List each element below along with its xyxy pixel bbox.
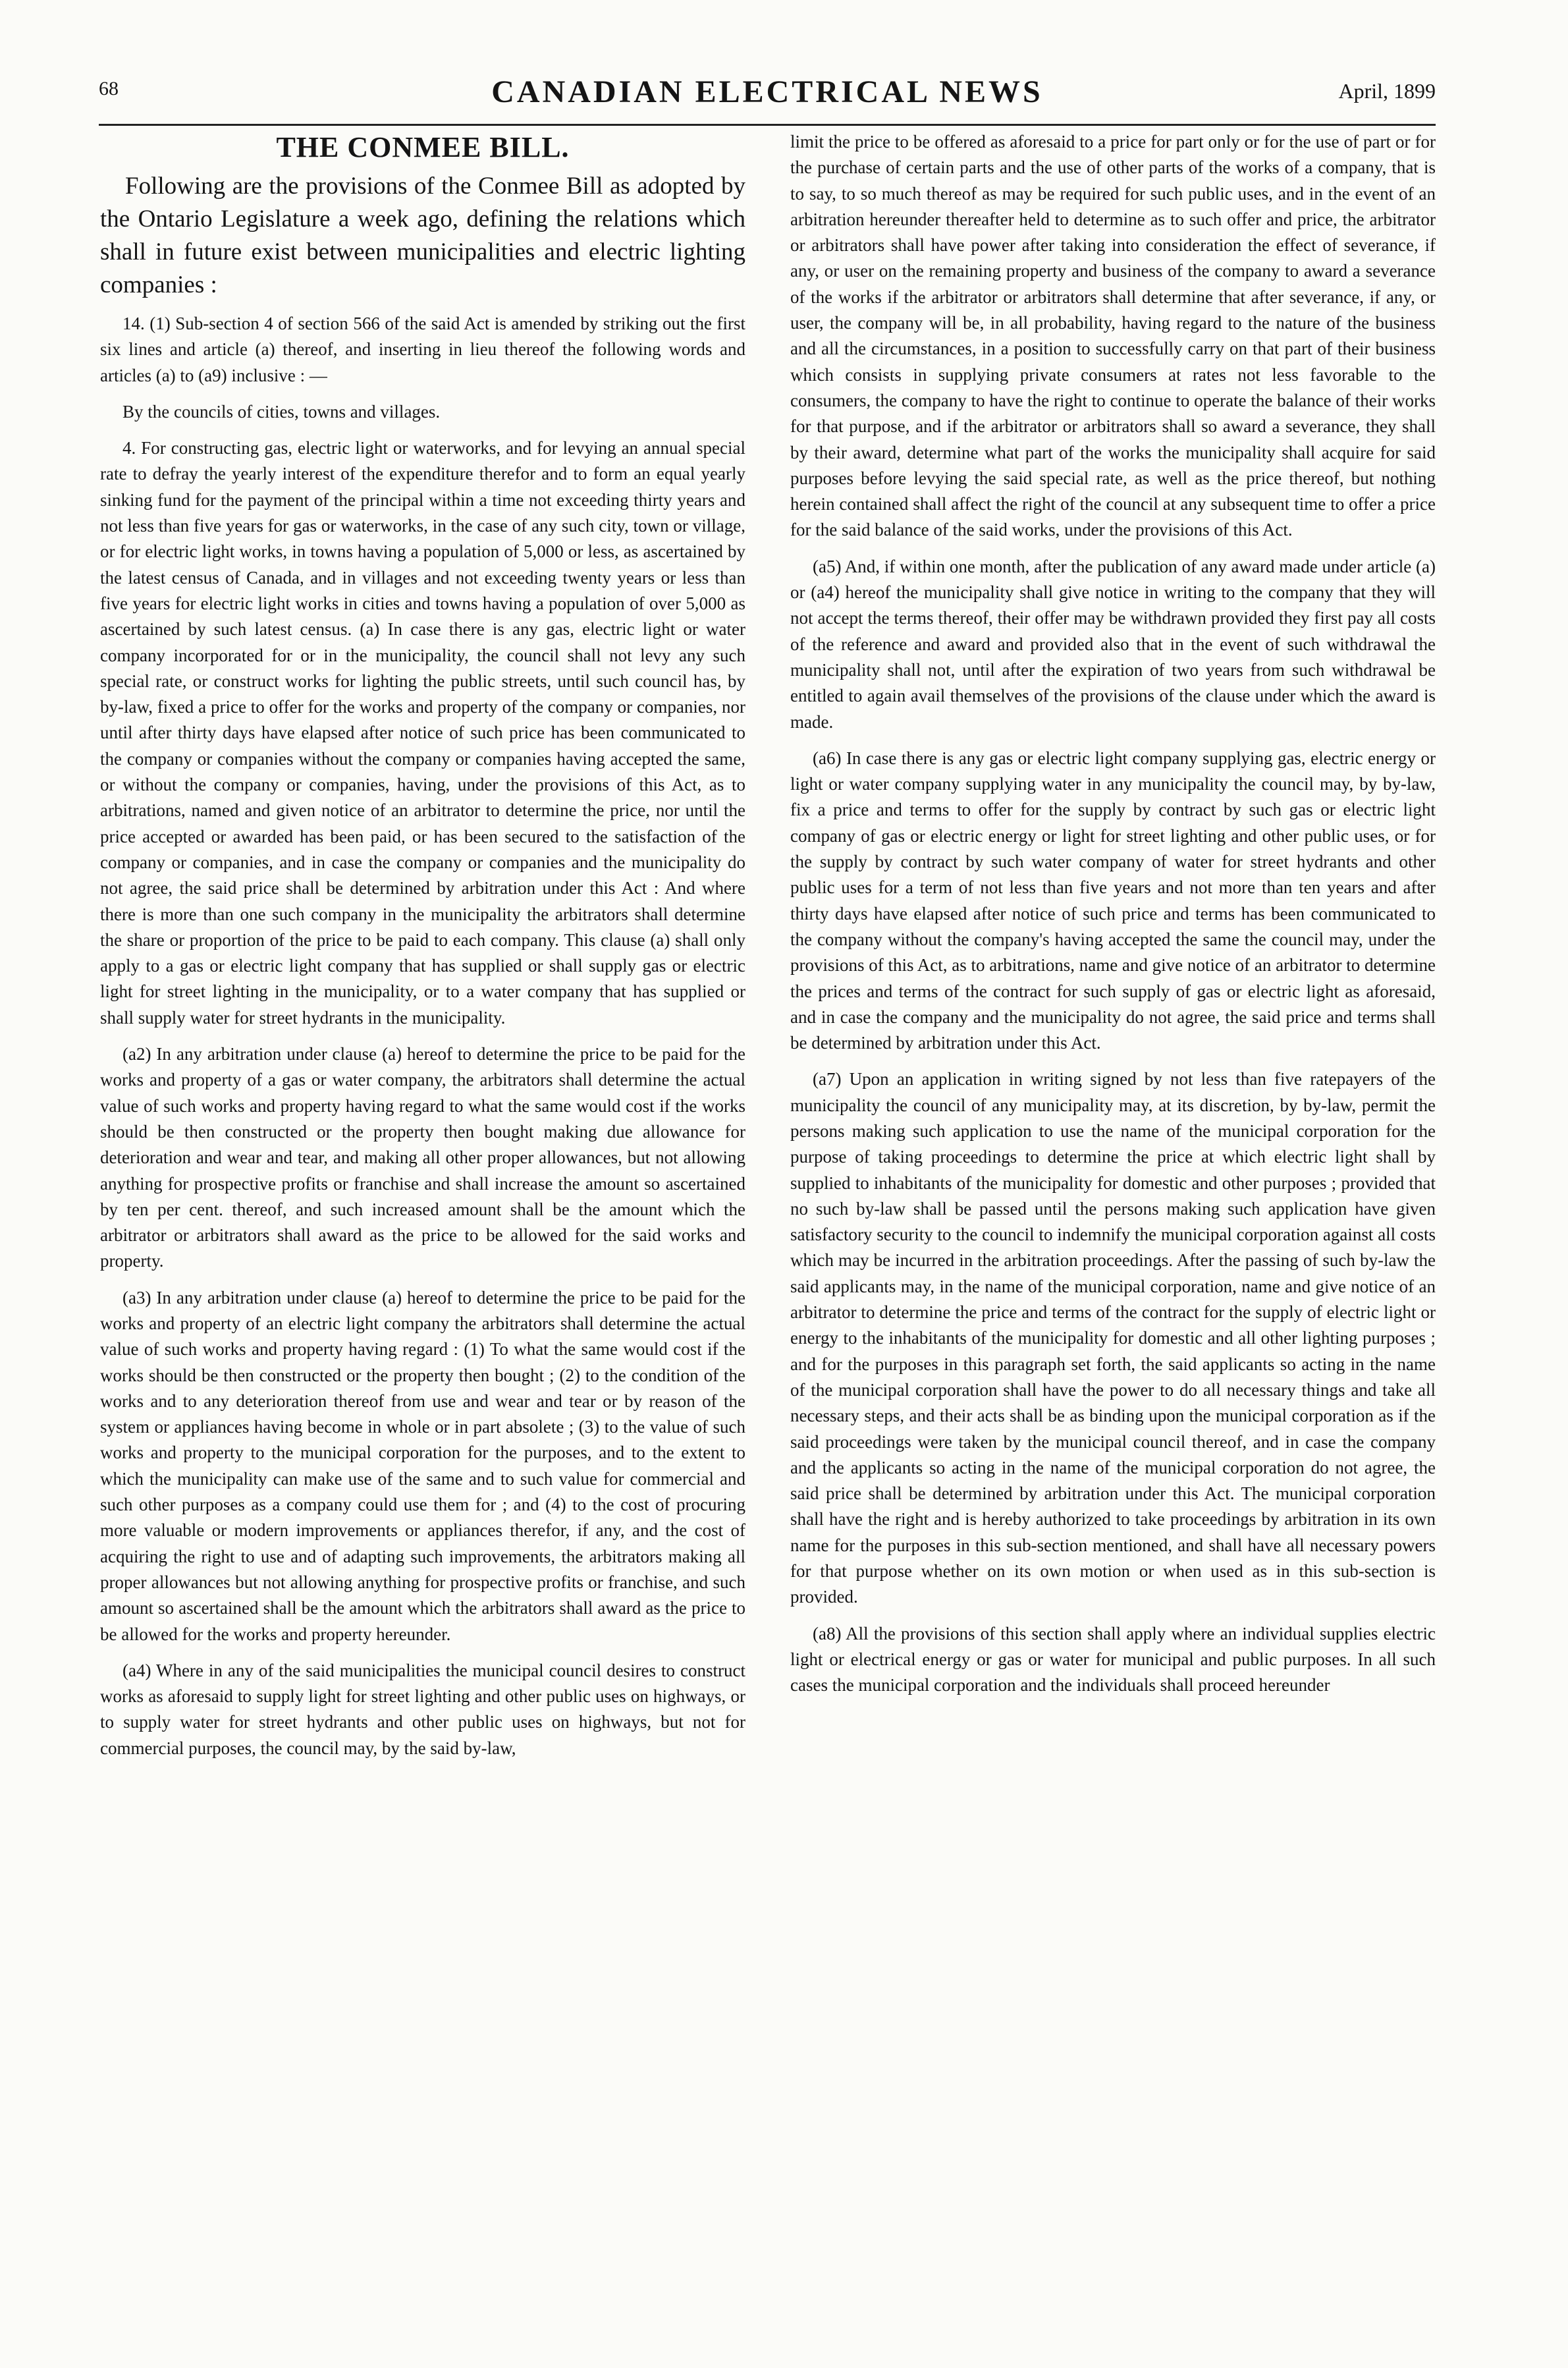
section-14-paragraph: 14. (1) Sub-section 4 of section 566 of the said Act is amended by striking out the first six lines and article (a) thereof, and inserting in lieu thereof the following words and articles (a) to (a9) inclusive : — bbox=[100, 314, 745, 385]
article-title: THE CONMEE BILL. bbox=[276, 131, 570, 163]
masthead bbox=[99, 74, 1436, 121]
clause-a5-paragraph: (a5) And, if within one month, after the publication of any award made under article (a) or (a4) hereof the municipality shall give notice in writing to the company that they will not accept the terms thereof, their offer may be withdrawn provided they first pay all costs of the reference and award and provided also that in the event of such withdrawal the municipality shall not, until after the expiration of two years from such withdrawal be entitled to again avail themselves of the provisions of the clause under which the award is made. bbox=[790, 556, 1436, 732]
issue-date: April, 1899 bbox=[1338, 79, 1436, 103]
page-number: 68 bbox=[99, 78, 119, 99]
right-column bbox=[790, 129, 1436, 2329]
article-intro: Following are the provisions of the Conmee Bill as adopted by the Ontario Legislature a week ago, defining the relations which shall in future exist between municipalities and electric lighting companies : bbox=[100, 173, 745, 298]
clause-a4-continued: limit the price to be offered as aforesaid to a price for part only or for the use of part or for the purchase of certain parts and the use of other parts of the works of a company, that is to say, to so much thereof as may be required for such public uses, and in the event of an arbitration hereunder thereafter held to determine as to such offer and price, the arbitrator or arbitrators shall have power after taking into consideration the effect of severance, if any, or user on the remaining property and business of the company to award a severance of the works if the arbitrator or arbitrators shall determine that after severance, if any, or user, the company will be, in all probability, having regard to the nature of the business and all the circumstances, in a position to successfully carry on that part of their business which consists in supplying private consumers at rates not less favorable to the consumers, the company to have the right to continue to operate the balance of their works for that purpose, and if the arbitrator or arbitrators shall so award a severance, they shall by their award, determine what part of the works the municipality shall acquire for said purposes before levying the said special rate, as well as the price thereof, but nothing herein contained shall affect the right of the council at any subsequent time to offer a price for the said balance of the said works, under the provisions of this Act. bbox=[790, 132, 1436, 540]
councils-paragraph: By the councils of cities, towns and villages. bbox=[122, 401, 441, 422]
clause-a7-paragraph: (a7) Upon an application in writing signed by not less than five ratepayers of the municipality the council of any municipality may, at its discretion, by by-law, permit the persons making such application to use the name of the municipal corporation for the purpose of taking proceedings to determine the price at which electric light shall by supplied to inhabitants of the municipality for domestic and other purposes ; provided that no such by-law shall be passed until the persons making such application have given satisfactory security to the council to indemnify the municipal corporation against all costs which may be incurred in the arbitration proceedings. After the passing of such by-law the said applicants may, in the name of the municipal corporation, name and give notice of an arbitrator to determine the price and terms of the contract for the supply of electric light or energy to the inhabitants of the municipality for domestic and all other lighting purposes ; and for the purposes in this paragraph set forth, the said applicants so acting in the name of the municipal corporation shall have the power to do all necessary things and take all necessary steps, and their acts shall be as binding upon the municipal corporation as if the said proceedings were taken by the municipal council thereof, and in case the company and the applicants so acting in the name of the municipal corporation do not agree, the said price shall be determined by arbitration under this Act. The municipal corporation shall have the right and is hereby authorized to take proceedings by arbitration in its own name for the purposes in this sub-section mentioned, and shall have all necessary powers for that purpose whether on its own motion or when used as in this sub-section is provided. bbox=[790, 1069, 1436, 1607]
clause-4-paragraph: 4. For constructing gas, electric light or waterworks, and for levying an annual special rate to defray the yearly interest of the expenditure therefor and to form an equal yearly sinking fund for the payment of the principal within a time not exceeding thirty years and not less than five years for gas or waterworks, in the case of any such city, town or village, or for electric light works, in towns having a population of 5,000 or less, as ascertained by the latest census of Canada, and in villages and not exceeding twenty years or less than five years for electric light works in cities and towns having a population of over 5,000 as ascertained by such latest census. (a) In case there is any gas, electric light or water company incorporated for or in the municipality, the council shall not levy any such special rate, or construct works for lighting the public streets, until such council has, by by-law, fixed a price to offer for the works and property of the company or companies, nor until after thirty days have elapsed after notice of such price has been communicated to the company or companies without the company or companies having accepted the same, or without the company or companies, having, under the provisions of this Act, as to arbitrations, named and given notice of an arbitrator to determine the price, nor until the price accepted or awarded has been paid, or has been secured to the satisfaction of the company or companies, and in case the company or companies and the municipality do not agree, the said price shall be determined by arbitration under this Act : And where there is more than one such company in the municipality the arbitrators shall determine the share or proportion of the price to be paid to each company. This clause (a) shall only apply to a gas or electric light company that has supplied or shall supply gas or electric light for street lighting in the municipality, or to a water company that has supplied or shall supply water for street hydrants in the municipality. bbox=[100, 438, 745, 1028]
publication-title: CANADIAN ELECTRICAL NEWS bbox=[491, 74, 1043, 109]
clause-a4-paragraph: (a4) Where in any of the said municipalities the municipal council desires to construct works as aforesaid to supply light for street lighting and other public uses on highways, or to supply water for street hydrants and other public uses on highways, but not for commercial purposes, the council may, by the said by-law, bbox=[100, 1660, 745, 1758]
header-rule bbox=[99, 124, 1436, 126]
clause-a2-paragraph: (a2) In any arbitration under clause (a) hereof to determine the price to be paid for the works and property of a gas or water company, the arbitrators shall determine the actual value of such works and property having regard to what the same would cost if the works should be then constructed or the property then bought making due allowance for deterioration and wear and tear, and making all other proper allowances, but not allowing anything for prospective profits or franchise and shall increase the amount so ascertained by ten per cent. thereof, and such increased amount shall be the amount which the arbitrator or arbitrators shall award as the price to be allowed for the said works and property. bbox=[100, 1044, 745, 1271]
clause-a6-paragraph: (a6) In case there is any gas or electric light company supplying gas, electric energy or light or water company supplying water in any municipality the council may, by by-law, fix a price and terms to offer for the supply by contract by such gas or electric light company of gas or electric energy or light for street lighting and other public uses, or for the supply by contract by such water company of water for street hydrants and other public uses for a term of not less than five years and not more than ten years and after thirty days have elapsed after notice of such price and terms has been communicated to the company without the company's having accepted the same the council may, under the provisions of this Act, as to arbitrations, name and give notice of an arbitrator to determine the prices and terms of the contract for such supply of gas or electric light as aforesaid, and in case the company and the municipality do not agree, the said price and terms shall be determined by arbitration under this Act. bbox=[790, 748, 1436, 1053]
clause-a8-paragraph: (a8) All the provisions of this section shall apply where an individual supplies electric light or electrical energy or gas or water for municipal and public purposes. In all such cases the municipal corporation and the individuals shall proceed hereunder bbox=[790, 1623, 1436, 1695]
clause-a3-paragraph: (a3) In any arbitration under clause (a) hereof to determine the price to be paid for the works and property of an electric light company the arbitrators shall determine the actual value of such works and property having regard : (1) To what the same would cost if the works should be then constructed or the property then bought ; (2) to the condition of the works and to any deterioration thereof from use and wear and tear or by reason of the system or appliances having become in whole or in part absolete ; (3) to the value of such works and property to the municipal corporation for the purposes, and to the extent to which the municipality can make use of the same and to such value for commercial and such other purposes as a company could use them for ; and (4) to the cost of procuring more valuable or modern improvements or appliances therefor, if any, and the cost of acquiring the right to use and of adapting such improvements, the arbitrators making all proper allowances but not allowing anything for prospective profits or franchise, and such amount so ascertained shall be the amount which the arbitrators shall award as the price to be allowed for the works and property hereunder. bbox=[100, 1287, 745, 1644]
left-column bbox=[100, 129, 745, 2329]
